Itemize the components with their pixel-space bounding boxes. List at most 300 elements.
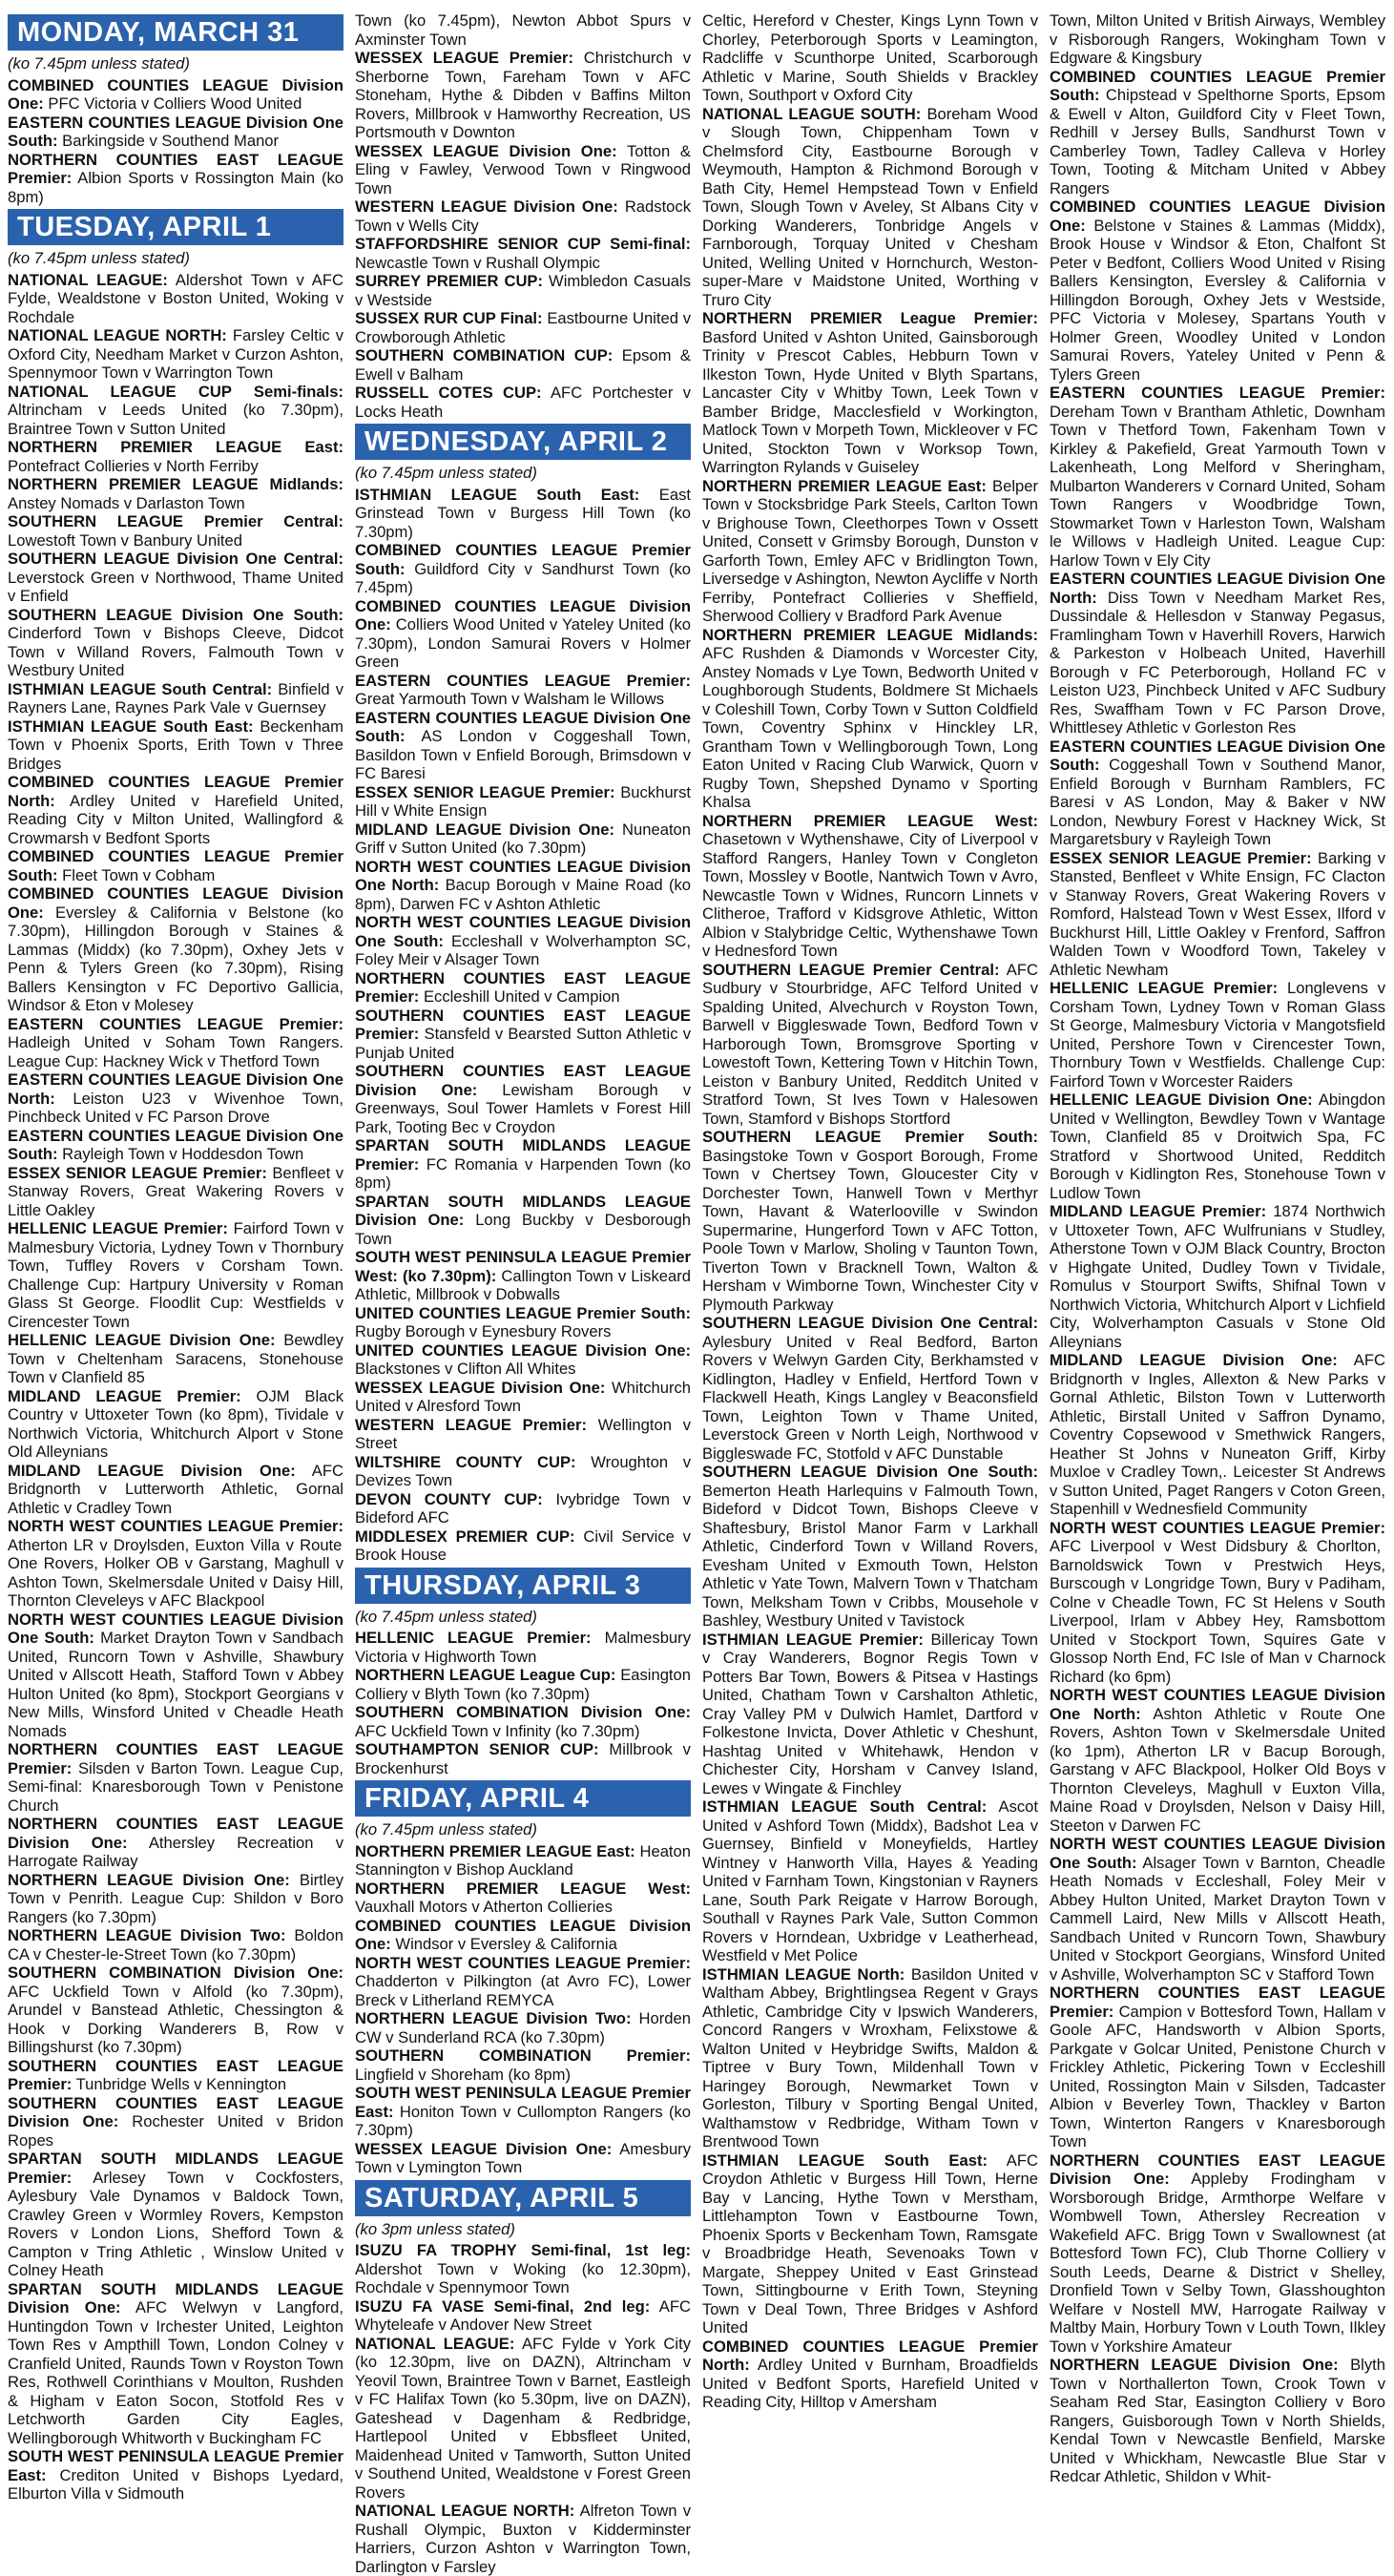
fixture-entry (1050, 1202, 1385, 1351)
fixture-entry (8, 2150, 343, 2280)
competition-label: WESSEX LEAGUE Division One: (355, 1378, 606, 1397)
fixture-entry (8, 438, 343, 475)
competition-label: MIDLAND LEAGUE Division One: (355, 820, 615, 839)
competition-label: HELLENIC LEAGUE Premier: (1050, 979, 1279, 997)
competition-label: COMBINED COUNTIES LEAGUE Premier North: (702, 2337, 1038, 2374)
fixture-columns (8, 11, 1387, 2576)
fixture-entry (355, 2009, 691, 2046)
competition-label: NORTHERN LEAGUE Division Two: (8, 1926, 286, 1944)
competition-label: MIDLAND LEAGUE Division One: (8, 1461, 296, 1480)
competition-label: SPARTAN SOUTH MIDLANDS LEAGUE Division One: (355, 1192, 691, 1229)
competition-label: ISTHMIAN LEAGUE South Central: (8, 679, 273, 698)
fixture-list: Market Drayton Town v Sandbach United, Runcorn Town v Ashville, Shawbury United v Allscott Heath, Stafford Town v Abbey Hulton United (ko 8pm), Stockport Georgians v New Mills, Winsford United v Cheadle Heath Nomads (8, 1629, 343, 1740)
fixture-list: Belstone v Staines & Lammas (Middx), Brook House v Windsor & Eton, Chalfont St Peter v Bedfont, Colliers Wood United v Rising Ballers Kensington, Eversley & California v Hillingdon Borough, Oxhey Jets v Westside, PFC Victoria v Molesey, Spartans Youth v Holmer Green, Woodley United v London Samurai Rovers, Yateley United v Penn & Tylers Green (1050, 216, 1385, 384)
fixture-list: Windsor v Eversley & California (390, 1935, 617, 1953)
fixture-entry (8, 1517, 343, 1610)
fixture-entry (8, 2057, 343, 2094)
fixture-list: Alsager Town v Barnton, Cheadle Heath Nomads v Eccleshall, Foley Meir v Abbey Hulton United, Market Drayton Town v Cammell Laird, New Mills v Allscott Heath, Sandbach United v Runcorn Town, Shawbury United v Stockport Georgians, Winsford United v Ashville, Wolverhampton SC v Stafford Town (1050, 1853, 1385, 1984)
competition-label: EASTERN COUNTIES LEAGUE Division One North: (8, 1070, 343, 1108)
day-header: SATURDAY, APRIL 5 (355, 2180, 691, 2216)
fixture-entry (355, 2335, 691, 2503)
competition-label: COMBINED COUNTIES LEAGUE Premier South: (1050, 67, 1385, 104)
fixture-list: AS London v Coggeshall Town, Basildon Town v Enfield Borough, Brimsdown v FC Baresi (355, 727, 691, 782)
fixture-entry (355, 2502, 691, 2576)
competition-label: HELLENIC LEAGUE Premier: (355, 1629, 592, 1647)
fixture-list: Beckenham Town v Phoenix Sports, Erith Town v Three Bridges (8, 717, 343, 773)
competition-label: NATIONAL LEAGUE: (355, 2334, 515, 2353)
competition-label: NORTHERN PREMIER LEAGUE East: (702, 476, 987, 495)
fixture-entry (355, 913, 691, 969)
competition-label: COMBINED COUNTIES LEAGUE Division One: (1050, 197, 1385, 235)
competition-label: NORTHERN PREMIER LEAGUE East: (8, 438, 343, 456)
column-1 (8, 11, 343, 2503)
competition-label: NORTH WEST COUNTIES LEAGUE Division One South: (355, 913, 691, 950)
fixture-list: Colliers Wood United v Yateley United (ko 7.30pm), London Samurai Rovers v Holmer Green (355, 615, 691, 671)
fixture-list: Radstock Town v Wells City (355, 197, 691, 235)
fixture-entry (8, 1610, 343, 1741)
fixture-entry (355, 2241, 691, 2297)
fixture-list: AFC Bridgnorth v Lutterworth Athletic, Gornal Athletic v Cradley Town (8, 1461, 343, 1517)
fixture-list: Aldershot Town v AFC Fylde, Wealdstone v Boston United, Woking v Rochdale (8, 270, 343, 326)
competition-label: DEVON COUNTY CUP: (355, 1489, 543, 1508)
competition-label: COMBINED COUNTIES LEAGUE Premier South: (355, 541, 691, 578)
competition-label: SOUTHERN LEAGUE Division One Central: (702, 1314, 1038, 1332)
fixture-list: Heaton Stannington v Bishop Auckland (355, 1841, 691, 1879)
fixture-list: Campion v Bottesford Town, Hallam v Goole AFC, Handsworth v Albion Sports, Parkgate v Golcar United, Penistone Church v Frickley Athletic, Pickering Town v Eccleshill United, Rossington Main v Silsden, Tadcaster Albion v Beverley Town, Thackley v Barton Town, Winterton Rangers v Knaresborough Town (1050, 2002, 1385, 2150)
competition-label: EASTERN COUNTIES LEAGUE Division One South: (8, 113, 343, 150)
fixtures-page (8, 11, 1387, 2576)
fixture-entry (1050, 11, 1385, 68)
fixture-entry (355, 1527, 691, 1565)
competition-label: NORTHERN LEAGUE Division One: (8, 1870, 290, 1889)
fixture-list: Ashton Athletic v Route One Rovers, Ashton Town v Skelmersdale United (ko 1pm), Atherton LR v Bacup Borough, Garstang v AFC Blackpool, Holker Old Boys v Thornton Cleveleys, Maghull v Euxton Villa, Maine Road v Droylsden, Nelson v Daisy Hill, Steeton v Darwen FC (1050, 1704, 1385, 1835)
fixture-list: Long Buckby v Desborough Town (355, 1211, 691, 1248)
competition-label: NATIONAL LEAGUE SOUTH: (702, 104, 922, 123)
competition-label: ISTHMIAN LEAGUE South Central: (702, 1797, 988, 1816)
fixture-list: Callington Town v Liskeard Athletic, Millbrook v Dobwalls (355, 1266, 691, 1303)
fixture-list: Lowestoft Town v Banbury United (8, 530, 242, 550)
fixture-entry (355, 197, 691, 235)
competition-label: SOUTHERN LEAGUE Premier South: (702, 1128, 1038, 1146)
fixture-list: Wellington v Street (355, 1415, 691, 1452)
fixture-entry (8, 606, 343, 680)
competition-label: NORTHERN LEAGUE League Cup: (355, 1666, 616, 1684)
competition-label: COMBINED COUNTIES LEAGUE Premier South: (8, 847, 343, 884)
fixture-entry (702, 1314, 1038, 1463)
fixture-entry (355, 2046, 691, 2084)
column-3 (702, 11, 1038, 2412)
fixture-entry (355, 672, 691, 709)
competition-label: MIDLAND LEAGUE Division One: (1050, 1351, 1338, 1369)
competition-label: ISTHMIAN LEAGUE Premier: (702, 1630, 924, 1649)
fixture-entry (355, 1007, 691, 1063)
fixture-list: Great Yarmouth Town v Walsham le Willows (355, 690, 664, 708)
fixture-list: Totton & Eling v Fawley, Verwood Town v Ringwood Town (355, 141, 691, 197)
fixture-list: Wimbledon Casuals v Westside (355, 272, 691, 309)
fixture-list: Longlevens v Corsham Town, Lydney Town v Roman Glass St George, Malmesbury Victoria v Mangotsfield United, Pershore Town v Cirencester Town, Thornbury Town v Westfields. Challenge Cup: Fairford Town v Worcester Raiders (1050, 979, 1385, 1091)
competition-label: SOUTHERN COMBINATION Division One: (8, 1963, 343, 1982)
day-header: THURSDAY, APRIL 3 (355, 1568, 691, 1604)
fixture-entry (8, 151, 343, 207)
fixture-list: Aylesbury United v Real Bedford, Barton Rovers v Welwyn Garden City, Berkhamsted v Kidlington, Hadley v Enfield, Hertford Town v Flackwell Heath, Kings Langley v Beaconsfield Town, Leighton Town v Thame United, Leverstock Green v North Leigh, Northwood v Biggleswade FC, Stotfold v AFC Dunstable (702, 1332, 1038, 1463)
competition-label: ESSEX SENIOR LEAGUE Premier: (1050, 848, 1312, 867)
competition-label: WESSEX LEAGUE Premier: (355, 49, 574, 67)
fixture-list: Amesbury Town v Lymington Town (355, 2139, 691, 2176)
competition-label: EASTERN COUNTIES LEAGUE Premier: (8, 1014, 343, 1033)
fixture-list: Lingfield v Shoreham (ko 8pm) (355, 2065, 571, 2084)
day-header: TUESDAY, APRIL 1 (8, 209, 343, 245)
competition-label: NATIONAL LEAGUE CUP Semi-finals: (8, 382, 343, 401)
fixture-entry (8, 1070, 343, 1127)
fixture-list: Boreham Wood v Slough Town, Chippenham Town v Chelmsford City, Eastbourne Borough v Weymouth, Hampton & Richmond Borough v Bath City, Hemel Hempstead Town v Enfield Town, Slough Town v Aveley, St Albans City v Dorking Wanderers, Tonbridge Angels v Farnborough, Torquay United v Chesham United, Welling United v Hornchurch, Weston-super-Mare v Maidstone United, Worthing v Truro City (702, 104, 1038, 309)
fixture-list: Stansfeld v Bearsted Sutton Athletic v Punjab United (355, 1025, 691, 1062)
competition-label: NORTHERN COUNTIES EAST LEAGUE Premier: (8, 1740, 343, 1777)
competition-label: EASTERN COUNTIES LEAGUE Premier: (355, 671, 691, 690)
kickoff-note: (ko 7.45pm unless stated) (355, 1607, 537, 1626)
fixture-list: Eversley & California v Belstone (ko 7.30pm), Hillingdon Borough v Staines & Lammas (Middx) (ko 7.30pm), Oxhey Jets v Penn & Tylers Green (ko 7.30pm), Rising Ballers Kensington v FC Deportivo Gallicia, Windsor & Eton v Molesey (8, 903, 343, 1014)
fixture-entry (355, 142, 691, 198)
competition-label: SOUTHERN LEAGUE Division One Central: (8, 550, 343, 568)
fixture-entry (1050, 979, 1385, 1091)
fixture-list: AFC Portchester v Locks Heath (355, 384, 692, 421)
fixture-entry (1050, 849, 1385, 980)
competition-label: COMBINED COUNTIES LEAGUE Division One: (355, 596, 691, 634)
competition-label: SOUTHERN COMBINATION Premier: (355, 2046, 691, 2065)
fixture-list: Arlesey Town v Cockfosters, Aylesbury Vale Dynamos v Baldock Town, Crawley Green v Wormley Rovers, Kempston Rovers v London Lions, Shefford Town & Campton v Tring Athletic , Winslow United v Colney Heath (8, 2168, 343, 2279)
kickoff-note: (ko 7.45pm unless stated) (355, 464, 537, 482)
competition-label: SOUTHERN LEAGUE Division One South: (702, 1463, 1038, 1481)
fixture-entry (355, 272, 691, 309)
competition-label: EASTERN COUNTIES LEAGUE Division One South: (8, 1126, 343, 1163)
fixture-list: Billericay Town v Cray Wanderers, Bognor Regis Town v Potters Bar Town, Bowers & Pitsea v Hastings United, Chatham Town v Carshalton Athletic, Cray Valley PM v Dulwich Hamlet, Dartford v Folkestone Invicta, Dover Athletic v Cheshunt, Hashtag United v Whitehawk, Hendon v Chichester City, Horsham v Canvey Island, Lewes v Wingate & Finchley (702, 1630, 1038, 1797)
fixture-entry (8, 1462, 343, 1518)
competition-label: NORTH WEST COUNTIES LEAGUE Division One North: (1050, 1686, 1385, 1723)
competition-label: WESTERN LEAGUE Division One: (355, 197, 618, 216)
fixture-list: Binfield v Rayners Lane, Raynes Park Vale v Guernsey (8, 679, 343, 717)
fixture-list: Lewisham Borough v Greenways, Soul Tower Hamlets v Forest Hill Park, Tooting Bec v Croydon (355, 1080, 691, 1136)
fixture-entry (355, 1666, 691, 1703)
competition-label: SOUTH WEST PENINSULA LEAGUE Premier East: (355, 2084, 691, 2121)
competition-label: ESSEX SENIOR LEAGUE Premier: (8, 1163, 267, 1182)
fixture-list: Chipstead v Spelthorne Sports, Epsom & Ewell v Alton, Guildford City v Fleet Town, Redhill v Jersey Bulls, Sandhurst Town v Camberley Town, Tadley Calleva v Horley Town, Tooting & Mitcham United v Abbey Rangers (1050, 86, 1385, 197)
fixture-list: Alfreton Town v Rushall Olympic, Buxton v Kidderminster Harriers, Curzon Ashton v Warrington Town, Darlington v Farsley (355, 2502, 691, 2576)
fixture-entry (355, 1917, 691, 1954)
competition-label: SPARTAN SOUTH MIDLANDS LEAGUE Premier: (355, 1136, 691, 1174)
fixture-list: Nuneaton Griff v Sutton United (ko 7.30pm) (355, 820, 692, 857)
fixture-list: Millbrook v Brockenhurst (355, 1740, 691, 1777)
fixture-list: AFC Welwyn v Langford, Huntingdon Town v Irchester United, Leighton Town Res v Ampthill Town, London Colney v Cranfield United, Raunds Town v Royston Town Res, Rothwell Corinthians v Moulton, Rushden & Higham v Eaton Socon, Stotfold Res v Letchworth Garden City Eagles, Wellingborough Whitworth v Buckingham FC (8, 2298, 343, 2447)
fixture-entry (8, 2447, 343, 2503)
fixture-list: Rugby Borough v Eynesbury Rovers (355, 1322, 612, 1340)
fixture-entry (702, 1463, 1038, 1631)
competition-label: NORTH WEST COUNTIES LEAGUE Premier: (355, 1953, 691, 1972)
fixture-entry (8, 114, 343, 151)
fixture-list: AFC Sudbury v Stourbridge, AFC Telford United v Spalding United, Alvechurch v Royston Town, Barwell v Biggleswade Town, Bedford Town v Harborough Town, Bromsgrove Sporting v Lowestoft Town, Kettering Town v Hitchin Town, Leiston v Banbury United, Redditch United v Stratford Town, St Ives Town v Halesowen Town, Stamford v Bishops Stortford (702, 960, 1038, 1128)
column-4 (1050, 11, 1385, 2486)
fixture-list: Appleby Frodingham v Worsborough Bridge, Armthorpe Welfare v Wombwell Town, Athersley Recreation v Wakefield AFC. Brigg Town v Swallownest (at Bottesford Town FC), Club Thorne Colliery v South Leeds, Dearne & District v Shelley, Dronfield Town v Selby Town, Glasshoughton Welfare v Nostell MW, Harrogate Railway v Maltby Main, Horbury Town v Louth Town, Ilkley Town v Yorkshire Amateur (1050, 2170, 1385, 2356)
fixture-entry (355, 1379, 691, 1416)
competition-label: EASTERN COUNTIES LEAGUE Division One South: (1050, 737, 1385, 774)
fixture-entry (355, 1954, 691, 2010)
fixture-list: AFC Uckfield Town v Infinity (ko 7.30pm) (355, 1721, 640, 1740)
fixture-entry (355, 597, 691, 672)
day-header: WEDNESDAY, APRIL 2 (355, 424, 691, 460)
fixture-entry (355, 709, 691, 783)
fixture-entry (355, 1304, 691, 1341)
competition-label: WESSEX LEAGUE Division One: (355, 2139, 613, 2158)
competition-label: ISTHMIAN LEAGUE North: (702, 1964, 905, 1984)
competition-label: EASTERN COUNTIES LEAGUE Division One South: (355, 708, 691, 745)
fixture-entry (8, 2094, 343, 2150)
fixture-entry (8, 326, 343, 383)
kickoff-note: (ko 7.45pm unless stated) (355, 1820, 537, 1839)
competition-label: SOUTHERN COMBINATION Division One: (355, 1703, 691, 1721)
fixture-entry (8, 884, 343, 1015)
kickoff-note: (ko 7.45pm unless stated) (8, 249, 190, 267)
competition-label: COMBINED COUNTIES LEAGUE Division One: (8, 884, 343, 922)
fixture-entry (8, 550, 343, 606)
fixture-list: Newcastle Town v Rushall Olympic (355, 253, 600, 272)
competition-label: UNITED COUNTIES LEAGUE Division One: (355, 1340, 691, 1360)
fixture-list: Bewdley Town v Cheltenham Saracens, Stonehouse Town v Clanfield 85 (8, 1331, 343, 1386)
fixture-list: Bemerton Heath Harlequins v Falmouth Town, Bideford v Didcot Town, Bishops Cleeve v Shaftesbury, Bristol Manor Farm v Larkhall Athletic, Cinderford Town v Willand Rovers, Evesham United v Exmouth Town, Helston Athletic v Yate Town, Malvern Town v Thatcham Town, Melksham Town v Cribbs, Mousehole v Bashley, Westbury United v Tavistock (702, 1481, 1038, 1630)
competition-label: SOUTHERN LEAGUE Premier Central: (702, 960, 1000, 979)
fixture-entry (1050, 2151, 1385, 2357)
fixture-list: Blackstones v Clifton All Whites (355, 1360, 576, 1378)
fixture-list: Fairford Town v Malmesbury Victoria, Lydney Town v Thornbury Town, Tuffley Rovers v Corsham Town. Challenge Cup: Hartpury University v Roman Glass St George. Floodlit Cup: Westfields v Cirencester Town (8, 1219, 343, 1331)
fixture-list: Epsom & Ewell v Balham (355, 346, 692, 384)
competition-label: WESTERN LEAGUE Premier: (355, 1415, 587, 1434)
kickoff-note: (ko 7.45pm unless stated) (8, 54, 190, 73)
fixture-list: Whitchurch United v Alresford Town (355, 1378, 691, 1415)
fixture-entry (355, 2297, 691, 2335)
fixture-entry (355, 2084, 691, 2140)
competition-label: NORTHERN PREMIER LEAGUE Midlands: (702, 625, 1038, 644)
fixture-list: Hadleigh United v Soham Town Rangers. League Cup: Hackney Wick v Thetford Town (8, 1033, 343, 1070)
competition-label: ISUZU FA TROPHY Semi-final, 1st leg: (355, 2241, 691, 2259)
fixture-list: Eastbourne United v Crowborough Athletic (355, 309, 691, 346)
fixture-list: Horden CW v Sunderland RCA (ko 7.30pm) (355, 2009, 691, 2046)
fixture-entry (702, 11, 1038, 105)
fixture-entry (355, 1193, 691, 1249)
fixture-entry (1050, 1984, 1385, 2151)
fixture-entry (1050, 1686, 1385, 1835)
fixture-entry (1050, 1091, 1385, 1202)
fixture-list: Buckhurst Hill v White Ensign (355, 782, 691, 820)
fixture-list: Basford United v Ashton United, Gainsborough Trinity v Prescot Cables, Hebburn Town v Ilkeston Town, Hyde United v Blyth Spartans, Lancaster City v Whitby Town, Leek Town v Bamber Bridge, Macclesfield v Workington, Matlock Town v Morpeth Town, Mickleover v FC United, Stockton Town v Worksop Town, Warrington Rylands v Guiseley (702, 327, 1038, 476)
competition-label: COMBINED COUNTIES LEAGUE Premier North: (8, 773, 343, 810)
fixture-list: AFC Whyteleafe v Andover New Street (355, 2296, 691, 2334)
competition-label: NATIONAL LEAGUE: (8, 270, 168, 289)
fixture-list: Christchurch v Sherborne Town, Fareham Town v AFC Stoneham, Hythe & Dibden v Baffins Milton Rovers, Millbrook v Hamworthy Recreation, US Portsmouth v Downton (355, 49, 692, 141)
fixture-list: Vauxhall Motors v Atherton Collieries (355, 1898, 613, 1916)
fixture-entry (8, 1815, 343, 1871)
competition-label: SOUTHERN COUNTIES EAST LEAGUE Premier: (8, 2056, 343, 2093)
fixture-list: Town, Milton United v British Airways, Wembley v Risborough Rangers, Wokingham Town v Edgware & Kingsbury (1050, 11, 1385, 67)
fixture-list: Barking v Stansted, Benfleet v White Ensign, FC Clacton v Stanway Rovers, Great Wakering Rovers v Romford, Halstead Town v West Essex, Ilford v Buckhurst Hill, Little Oakley v Frenford, Saffron Walden Town v Woodford Town, Takeley v Athletic Newham (1050, 848, 1385, 979)
fixture-list: Blyth Town v Northallerton Town, Crook Town v Seaham Red Star, Easington Colliery v Boro Rangers, Guisborough Town v North Shields, Kendal Town v Newcastle Benfield, Marske United v Whickham, Newcastle Blue Star v Redcar Athletic, Shildon v Whit- (1050, 2356, 1385, 2485)
fixture-entry (355, 1062, 691, 1136)
fixture-list: 1874 Northwich v Uttoxeter Town, AFC Wulfrunians v Studley, Atherstone Town v OJM Black Country, Brocton v Highgate United, Dudley Town v Tividale, Romulus v Stourport Swifts, Shifnal Town v Northwich Victoria, Whitchurch Alport v Lichfield City, Wolverhampton Casuals v Stone Old Alleynians (1050, 1202, 1385, 1351)
fixture-list: AFC Fylde v York City (ko 12.30pm, live on DAZN), Altrincham v Yeovil Town, Braintree Town v Barnet, Eastleigh v FC Halifax Town (ko 5.30pm, live on DAZN), Gateshead v Dagenham & Redbridge, Hartlepool United v Ebbsfleet United, Maidenhead United v Tamworth, Sutton United v Southend United, Wealdstone v Forest Green Rovers (355, 2334, 691, 2502)
competition-label: ISUZU FA VASE Semi-final, 2nd leg: (355, 2296, 651, 2316)
fixture-list: Eccleshill United v Campion (419, 987, 620, 1006)
fixture-entry (702, 1128, 1038, 1314)
fixture-entry (702, 477, 1038, 626)
day-header: FRIDAY, APRIL 4 (355, 1780, 691, 1817)
competition-label: NORTH WEST COUNTIES LEAGUE Premier: (1050, 1518, 1385, 1537)
fixture-entry (702, 105, 1038, 310)
fixture-entry (8, 847, 343, 884)
fixture-list: Coggeshall Town v Southend Manor, Enfield Borough v Burnham Ramblers, FC Baresi v AS London, May & Baker v NW London, Newbury Forest v Hackney Wick, St Margaretsbury v Rayleigh Town (1050, 756, 1385, 848)
fixture-entry (355, 1842, 691, 1880)
fixture-entry (355, 969, 691, 1007)
competition-label: NORTH WEST COUNTIES LEAGUE Division One South: (1050, 1835, 1385, 1872)
fixture-entry (355, 1416, 691, 1453)
fixture-list: Benfleet v Stanway Rovers, Great Wakering Rovers v Little Oakley (8, 1163, 343, 1219)
fixture-entry (355, 486, 691, 542)
competition-label: NATIONAL LEAGUE NORTH: (355, 2502, 575, 2520)
fixture-entry (8, 512, 343, 550)
fixture-entry (702, 2337, 1038, 2412)
competition-label: NORTHERN PREMIER League Premier: (702, 309, 1038, 327)
fixture-list: Abingdon United v Wellington, Bewdley Town v Wantage Town, Clanfield 85 v Droitwich Spa, FC Stratford v Shortwood United, Redditch Borough v Kidlington Res, Stonehouse Town v Ludlow Town (1050, 1091, 1385, 1202)
fixture-entry (702, 309, 1038, 477)
fixture-entry (8, 475, 343, 512)
column-2 (355, 11, 691, 2576)
fixture-entry (702, 2151, 1038, 2337)
fixture-entry (355, 821, 691, 858)
competition-label: HELLENIC LEAGUE Division One: (8, 1331, 276, 1349)
fixture-list: Fleet Town v Cobham (57, 865, 216, 884)
fixture-list: AFC Liverpool v West Didsbury & Chorlton, Barnoldswick Town v Prestwich Heys, Burscough v Longridge Town, Bury v Padiham, Colne v Cheadle Town, FC St Helens v South Liverpool, Irlam v Abbey Hey, Ramsbottom United v Stockport Town, Squires Gate v Glossop North End, FC Isle of Man v Charnock Richard (ko 6pm) (1050, 1537, 1385, 1686)
fixture-list: East Grinstead Town v Burgess Hill Town (ko 7.30pm) (355, 485, 691, 541)
fixture-list: AFC Bridgnorth v Ingles, Allexton & New Parks v Gornal Athletic, Bilston Town v Lutterworth Athletic, Birstall United v Saffron Dynamo, Coventry Copsewood v Smethwick Rangers, Heather St Johns v Nuneaton Griff, Kirby Muxloe v Cradley Town,. Leicester St Andrews v Sutton United, Paget Rangers v Coton Green, Stapenhill v Wednesfield Community (1050, 1351, 1385, 1518)
fixture-entry (355, 1703, 691, 1740)
competition-label: NORTHERN LEAGUE Division Two: (355, 2009, 632, 2027)
competition-label: EASTERN COUNTIES LEAGUE Division One North: (1050, 570, 1385, 607)
fixture-entry (355, 2140, 691, 2177)
competition-label: SOUTHAMPTON SENIOR CUP: (355, 1740, 599, 1758)
fixture-entry (1050, 1835, 1385, 1984)
fixture-entry (8, 1331, 343, 1387)
fixture-list: AFC Croydon Athletic v Burgess Hill Town, Herne Bay v Lancing, Hythe Town v Merstham, Littlehampton Town v Eastbourne Town, Phoenix Sports v Beckenham Town, Ramsgate v Broadbridge Heath, Sevenoaks Town v Margate, Sheppey United v East Grinstead Town, Sittingbourne v Erith Town, Steyning Town v Deal Town, Three Bridges v Ashford United (702, 2150, 1038, 2337)
fixture-entry (355, 384, 691, 421)
competition-label: NORTHERN PREMIER LEAGUE West: (355, 1879, 691, 1898)
competition-label: SOUTH WEST PENINSULA LEAGUE Premier East: (8, 2447, 343, 2484)
fixture-entry (355, 11, 691, 49)
competition-label: NATIONAL LEAGUE NORTH: (8, 326, 227, 344)
fixture-list: Pontefract Collieries v North Ferriby (8, 456, 259, 475)
competition-label: SUSSEX RUR CUP Final: (355, 309, 543, 327)
fixture-entry (8, 76, 343, 114)
competition-label: SURREY PREMIER CUP: (355, 272, 544, 290)
fixture-list: Ascot United v Ashford Town (Middx), Badshot Lea v Guernsey, Binfield v Moneyfields, Hartley Wintney v Hanworth Villa, Hayes & Yeading United v Farnham Town, Kingstonian v Rayners Lane, South Park Reigate v Harrow Borough, Southall v Raynes Park Vale, Sutton Common Rovers v Horndean, Uxbridge v Leatherhead, Westfield v Met Police (702, 1797, 1039, 1964)
competition-label: NORTHERN COUNTIES EAST LEAGUE Division One: (1050, 2150, 1385, 2188)
competition-label: NORTH WEST COUNTIES LEAGUE Division One North: (355, 857, 691, 894)
fixture-entry (1050, 68, 1385, 198)
fixture-list: Easington Colliery v Blyth Town (ko 7.30pm) (355, 1666, 691, 1703)
competition-label: SOUTHERN LEAGUE Division One South: (8, 605, 343, 624)
competition-label: SPARTAN SOUTH MIDLANDS LEAGUE Premier: (8, 2150, 343, 2187)
competition-label: ISTHMIAN LEAGUE South East: (8, 717, 254, 736)
competition-label: NORTH WEST COUNTIES LEAGUE Division One South: (8, 1610, 343, 1647)
fixture-list: Wroughton v Devizes Town (355, 1452, 691, 1489)
competition-label: NORTHERN COUNTIES EAST LEAGUE Premier: (8, 150, 343, 187)
competition-label: SOUTHERN LEAGUE Premier Central: (8, 512, 343, 530)
fixture-entry (8, 1963, 343, 2057)
fixture-list: Tunbridge Wells v Kennington (72, 2075, 287, 2093)
fixture-entry (355, 1880, 691, 1917)
fixture-entry (702, 1797, 1038, 1965)
competition-label: SOUTH WEST PENINSULA LEAGUE Premier West: (ko 7.30pm): (355, 1248, 691, 1285)
competition-label: NORTHERN PREMIER LEAGUE West: (702, 811, 1038, 830)
fixture-list: Ivybridge Town v Bideford AFC (355, 1489, 691, 1527)
fixture-list: PFC Victoria v Colliers Wood United (43, 94, 302, 113)
fixture-entry (8, 1871, 343, 1927)
competition-label: NORTHERN PREMIER LEAGUE East: (355, 1841, 635, 1860)
fixture-list: Crediton United v Bishops Lyedard, Elburton Villa v Sidmouth (8, 2465, 343, 2503)
fixture-entry (355, 1740, 691, 1777)
fixture-entry (1050, 197, 1385, 384)
fixture-entry (355, 1341, 691, 1379)
fixture-list: Rayleigh Town v Hoddesdon Town (57, 1145, 304, 1163)
fixture-entry (702, 812, 1038, 961)
fixture-list: Chasetown v Wythenshawe, City of Liverpool v Stafford Rangers, Hanley Town v Congleton Town, Mossley v Bootle, Nantwich Town v Avro, Newcastle Town v Widnes, Runcorn Linnets v Clitheroe, Trafford v Kidsgrove Athletic, Witton Albion v Stalybridge Celtic, Wythenshawe Town v Hednesford Town (702, 830, 1038, 960)
fixture-entry (1050, 1519, 1385, 1687)
fixture-list: Celtic, Hereford v Chester, Kings Lynn Town v Chorley, Peterborough Sports v Leamington, Radcliffe v Scunthorpe United, Scarborough Athletic v Marine, South Shields v Brackley Town, Southport v Oxford City (702, 11, 1038, 104)
competition-label: MIDDLESEX PREMIER CUP: (355, 1527, 575, 1546)
fixture-list: Bacup Borough v Maine Road (ko 8pm), Darwen FC v Ashton Athletic (355, 876, 691, 913)
fixture-entry (355, 49, 691, 142)
competition-label: EASTERN COUNTIES LEAGUE Premier: (1050, 384, 1385, 402)
fixture-list: Ardley United v Burnham, Broadfields United v Bedfont Sports, Harefield United v Reading City, Hilltop v Amersham (702, 2356, 1038, 2411)
fixture-list: Ardley United v Harefield United, Reading City v Milton United, Wallingford & Crowmarsh v Bedfont Sports (8, 791, 343, 847)
fixture-list: Aldershot Town v Woking (ko 12.30pm), Rochdale v Spennymoor Town (355, 2259, 691, 2296)
competition-label: RUSSELL COTES CUP: (355, 384, 542, 402)
competition-label: STAFFORDSHIRE SENIOR CUP Semi-final: (355, 235, 691, 253)
competition-label: SOUTHERN COUNTIES EAST LEAGUE Division One: (8, 2093, 343, 2130)
fixture-entry (8, 1127, 343, 1164)
fixture-entry (702, 961, 1038, 1129)
fixture-list: Leverstock Green v Northwood, Thame United v Enfield (8, 568, 343, 605)
competition-label: NORTH WEST COUNTIES LEAGUE Premier: (8, 1517, 343, 1535)
fixture-list: Altrincham v Leeds United (ko 7.30pm), Braintree Town v Sutton United (8, 401, 343, 438)
fixture-entry (8, 773, 343, 847)
fixture-entry (8, 680, 343, 717)
day-header: MONDAY, MARCH 31 (8, 14, 343, 51)
fixture-list: AFC Rushden & Diamonds v Worcester City, Anstey Nomads v Lye Town, Bedworth United v Loughborough Students, Boldmere St Michaels v Coleshill Town, Corby Town v Sutton Coldfield Town, Coventry Sphinx v Hinckley LR, Grantham Town v Wellingborough Town, Long Eaton United v Racing Club Warwick, Quorn v Rugby Town, Shepshed Dynamo v Sporting Khalsa (702, 644, 1038, 811)
competition-label: HELLENIC LEAGUE Division One: (1050, 1091, 1313, 1109)
fixture-entry (8, 383, 343, 439)
fixture-entry (8, 1740, 343, 1815)
fixture-list: Silsden v Barton Town. League Cup, Semi-final: Knaresborough Town v Penistone Church (8, 1758, 343, 1815)
competition-label: UNITED COUNTIES LEAGUE Premier South: (355, 1303, 691, 1322)
fixture-list: Eccleshall v Wolverhampton SC, Foley Meir v Alsager Town (355, 931, 691, 968)
fixture-entry (355, 1629, 691, 1666)
fixture-entry (1050, 1351, 1385, 1519)
competition-label: MIDLAND LEAGUE Premier: (1050, 1202, 1267, 1220)
fixture-entry (702, 1631, 1038, 1798)
fixture-list: Rochester United v Bridon Ropes (8, 2112, 343, 2150)
fixture-entry (8, 1926, 343, 1963)
fixture-list: Civil Service v Brook House (355, 1527, 691, 1564)
fixture-entry (1050, 570, 1385, 737)
fixture-list: AFC Uckfield Town v Alfold (ko 7.30pm), Arundel v Banstead Athletic, Chessington & Hook v Dorking Wanderers B, Row v Billingshurst (ko 7.30pm) (8, 1982, 343, 2056)
fixture-list: FC Romania v Harpenden Town (ko 8pm) (355, 1154, 691, 1192)
kickoff-note: (ko 3pm unless stated) (355, 2219, 515, 2238)
competition-label: NORTHERN COUNTIES EAST LEAGUE Premier: (1050, 1984, 1385, 2021)
